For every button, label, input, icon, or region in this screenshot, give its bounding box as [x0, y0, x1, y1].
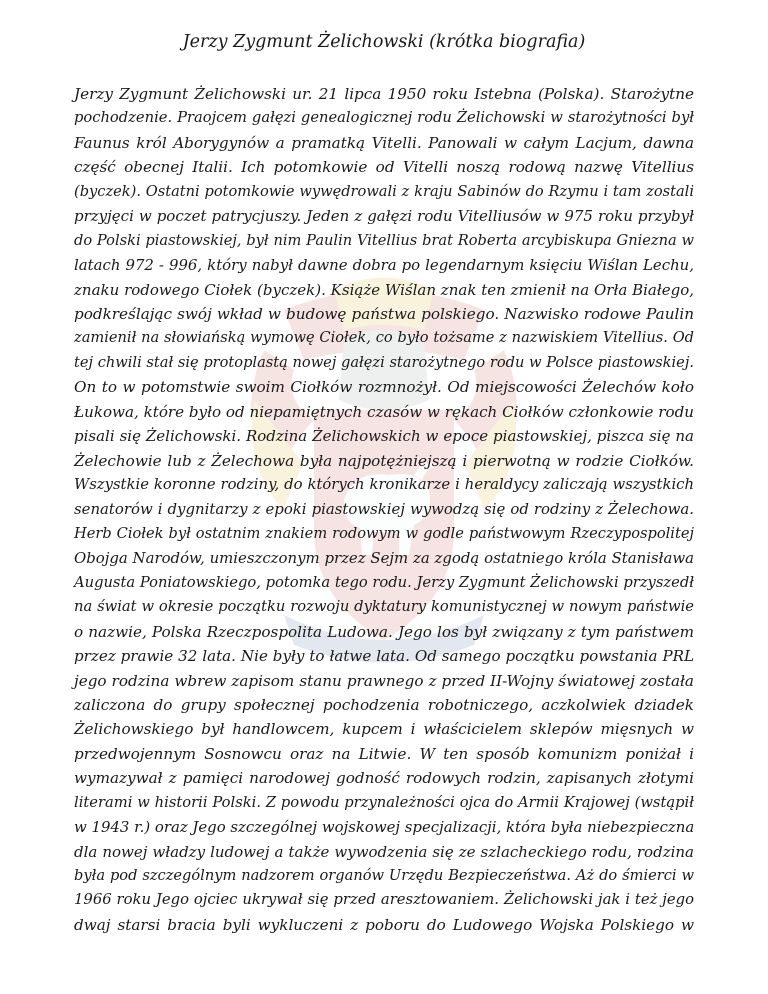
- text-line: dla nowej władzy ludowej a także wywodzenia się ze szlacheckiego rodu, rodzina: [74, 842, 694, 861]
- text-line: przez prawie 32 lata. Nie były to łatwe lata. Od samego początku powstania PRL: [74, 647, 694, 666]
- document-title: Jerzy Zygmunt Żelichowski (krótka biografia): [182, 32, 586, 52]
- text-line: jego rodzina wbrew zapisom stanu prawnego z przed II-Wojny światowej została: [74, 671, 694, 690]
- text-line: podkreślając swój wkład w budowę państwa polskiego. Nazwisko rodowe Paulin: [74, 304, 694, 323]
- text-line: dwaj starsi bracia byli wykluczeni z poboru do Ludowego Wojska Polskiego w: [74, 915, 694, 934]
- text-line: część obecnej Italii. Ich potomkowie od Vitelli noszą rodową nazwę Vitellius: [74, 158, 694, 177]
- text-line: Augusta Poniatowskiego, potomka tego rodu. Jerzy Zygmunt Żelichowski przyszedł: [74, 573, 694, 591]
- text-line: Faunus król Aborygynów a pramatką Vitelli. Panowali w całym Lacjum, dawna: [74, 133, 694, 152]
- text-line: wymazywał z pamięci narodowej godność rodowych rodzin, zapisanych złotymi: [74, 769, 694, 788]
- text-line: zamienił na słowiańską wymowę Ciołek, co było tożsame z nazwiskiem Vitellius. Od: [74, 329, 694, 347]
- text-line: w 1943 r.) oraz Jego szczególnej wojskowej specjalizacji, która była niebezpieczna: [74, 818, 695, 837]
- text-line: do Polski piastowskiej, był nim Paulin Vitellius brat Roberta arcybiskupa Gniezna w: [74, 231, 694, 249]
- text-line: Herb Ciołek był ostatnim znakiem rodowym w godle państwowym Rzeczypospolitej: [74, 524, 694, 542]
- text-line: o nazwie, Polska Rzeczpospolita Ludowa. Jego los był związany z tym państwem: [74, 622, 694, 641]
- text-line: pochodzenie. Praojcem gałęzi genealogicznej rodu Żelichowski w starożytności był: [74, 109, 694, 127]
- text-line: była pod szczególnym nadzorem organów Urzędu Bezpieczeństwa. Aż do śmierci w: [74, 867, 694, 884]
- text-line: 1966 roku Jego ojciec ukrywał się przed aresztowaniem. Żelichowski jak i też jego: [74, 891, 694, 909]
- text-line: latach 972 - 996, który nabył dawne dobra po legendarnym księciu Wiślan Lechu,: [74, 256, 694, 275]
- text-line: zaliczona do grupy społecznej pochodzenia robotniczego, aczkolwiek dziadek: [74, 695, 694, 714]
- text-line: pisali się Żelichowski. Rodzina Żelichowskich w epoce piastowskiej, piszca się na: [74, 427, 694, 446]
- text-line: Łukowa, które było od niepamiętnych czasów w rękach Ciołków członkowie rodu: [74, 402, 694, 421]
- text-line: senatorów i dygnitarzy z epoki piastowskiej wywodzą się od rodziny z Żelechowa.: [74, 500, 694, 519]
- text-line: Jerzy Zygmunt Żelichowski ur. 21 lipca 1950 roku Istebna (Polska). Starożytne: [74, 85, 694, 103]
- text-line: Żelichowskiego był handlowcem, kupcem i właścicielem sklepów mięsnych w: [74, 720, 694, 739]
- text-line: tej chwili stał się protoplastą nowej gałęzi starożytnego rodu w Polsce piastowskiej.: [74, 353, 694, 371]
- biography-paragraph: [74, 82, 694, 937]
- text-line: znaku rodowego Ciołek (byczek). Książe Wiślan znak ten zmienił na Orła Białego,: [74, 280, 694, 299]
- text-line: przedwojennym Sosnowcu oraz na Litwie. W ten sposób komunizm poniżał i: [74, 744, 694, 763]
- text-line: On to w potomstwie swoim Ciołków rozmnożył. Od miejscowości Żelechów koło: [74, 378, 694, 397]
- text-line: na świat w okresie początku rozwoju dyktatury komunistycznej w nowym państwie: [74, 598, 694, 616]
- text-line: literami w historii Polski. Z powodu przynależności ojca do Armii Krajowej (wstąpił: [74, 793, 694, 811]
- text-line: Żelechowie lub z Żelechowa była najpotężniejszą i pierwotną w rodzie Ciołków.: [74, 451, 694, 470]
- text-line: przyjęci w poczet patrycjuszy. Jeden z gałęzi rodu Vitelliusów w 975 roku przybył: [74, 207, 694, 226]
- text-line: (byczek). Ostatni potomkowie wywędrowali z kraju Sabinów do Rzymu i tam zostali: [74, 182, 694, 200]
- text-line: Wszystkie koronne rodziny, do których kronikarze i heraldycy zaliczają wszystkich: [74, 476, 694, 493]
- text-line: Obojga Narodów, umieszczonym przez Sejm za zgodą ostatniego króla Stanisława: [74, 549, 694, 568]
